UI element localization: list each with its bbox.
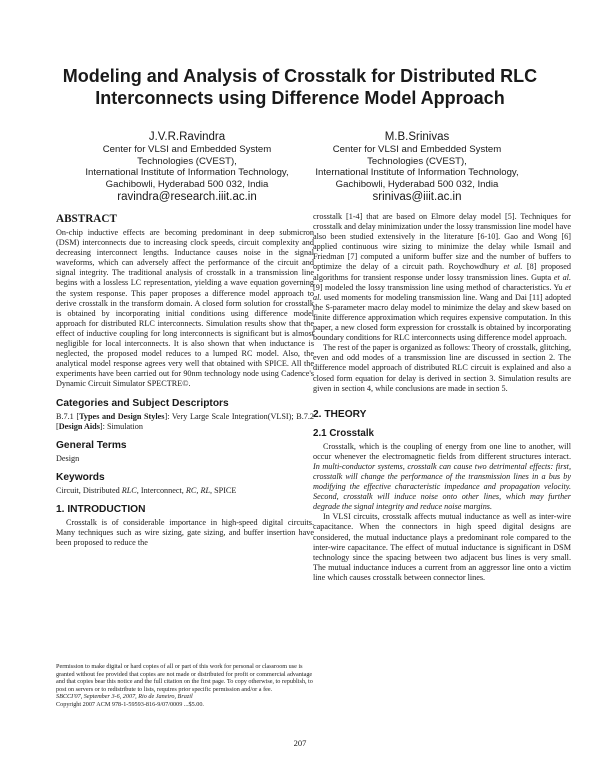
copyright-line: Copyright 2007 ACM 978-1-59593-816-9/07/0009 ...$5.00. <box>56 700 204 708</box>
crosstalk-paragraph-2: In VLSI circuits, crosstalk affects mutual inductance as well as inter-wire capacitance. When the connectors in high speed digital designs are considered, the mutual inductance plays a predominant role compared to the inter-wire capacitance. The effect of mutual inductance is significant in DSM technology since the spacing between two adjacent bus lines is very small. The mutual inductance induces a current from an aggressor line onto a victim line which causes crosstalk between connector lines. <box>313 512 571 582</box>
abstract-heading: ABSTRACT <box>56 213 117 225</box>
introduction-text: Crosstalk is of considerable importance in high-speed digital circuits. Many techniques such as wire sizing, gate sizing, and buffer insertion have been proposed to reduce the <box>56 517 314 548</box>
theory-heading: 2. THEORY <box>313 408 367 420</box>
author-affiliation: Gachibowli, Hyderabad 500 032, India <box>105 178 269 190</box>
author-name: M.B.Srinivas <box>384 131 450 143</box>
author-affiliation: Technologies (CVEST), <box>367 155 467 167</box>
author-affiliation: Center for VLSI and Embedded System <box>102 144 272 155</box>
abstract-text: On-chip inductive effects are becoming predominant in deep submicron (DSM) interconnects due to increasing clock speeds, circuit complexity and decreasing interconnect lengths. Inductance causes noise in the signal waveforms, which can adversely affect the performance of the circuit and signal integrity. The traditional analysis of crosstalk in a transmission line begins with a lossless LC representation, yielding a wave equation governing the system response. This paper proposes a difference model approach to derive crosstalk in the transform domain. A closed form solution for crosstalk is obtained by incorporating initial conditions using difference model approach for distributed RLC interconnects. Simulation results show that the effect of inductive coupling for long interconnects is significant but is almost negligible for local interconnects. It is also shown that when inductance is neglected, the proposed model reduces to a lumped RC model. Also, the analytical model response agrees very well that obtained with SPICE. All the experiments have been carried out for 90nm technology node using Cadence's Dynamic Circuit Simulator SPECTRE©. <box>56 228 314 389</box>
categories-heading: Categories and Subject Descriptors <box>56 397 229 409</box>
author-affiliation: International Institute of Information Technology, <box>85 167 289 178</box>
organization-paragraph: The rest of the paper is organized as follows: Theory of crosstalk, glitching, even and odd modes of a transmission line are discussed in section 2. The difference model approach of distributed RLC circuit is explained and also a closed form equation for delay is derived in section 3. Simulation results are given in section 4, while conclusions are made in section 5. <box>313 343 571 393</box>
permission-notice <box>56 663 314 709</box>
keywords-text: Circuit, Distributed RLC, Interconnect, RC, RL, SPICE <box>56 485 237 495</box>
author-affiliation: Center for VLSI and Embedded System <box>332 144 502 155</box>
author-affiliation: Gachibowli, Hyderabad 500 032, India <box>335 178 499 190</box>
author-affiliation: Technologies (CVEST), <box>137 155 237 167</box>
title-line-2: Interconnects using Difference Model Approach <box>95 88 505 108</box>
general-terms-heading: General Terms <box>56 439 127 451</box>
general-terms-text: Design <box>56 453 80 463</box>
crosstalk-paragraph-1: Crosstalk, which is the coupling of energy from one line to another, will occur whenever the electromagnetic fields from different structures interact. In multi-conductor systems, crosstalk can cause two detrimental effects: first, crosstalk will change the performance of the transmission lines in a bus by modifying the effective characteristic impedance and propagation velocity. Second, crosstalk will induce noise onto other lines, which may further degrade the signal integrity and reduce noise margins. <box>313 441 571 512</box>
author-block-1 <box>57 130 317 204</box>
right-column <box>313 212 571 583</box>
author-email: srinivas@iiit.ac.in <box>372 191 462 203</box>
permission-text: Permission to make digital or hard copies of all or part of this work for personal or classroom use is granted without fee provided that copies are not made or distributed for profit or commercial advantage and that copies bear this notice and the full citation on the first page. To copy otherwise, to republish, to post on servers or to redistribute to lists, requires prior specific permission and/or a fee. <box>56 663 313 693</box>
paper-title <box>20 65 580 109</box>
page-number: 207 <box>293 738 307 748</box>
author-block-2 <box>287 130 547 204</box>
introduction-heading: 1. INTRODUCTION <box>56 503 146 515</box>
title-line-1: Modeling and Analysis of Crosstalk for Distributed RLC <box>62 66 538 86</box>
left-column <box>56 212 314 548</box>
intro-continued-paragraph: crosstalk [1-4] that are based on Elmore delay model [5]. Techniques for crosstalk and delay minimization under the lossy transmission line model have also been studied extensively in the literature [6-10]. Gao and Wong [6] applied continuous wire sizing to minimize the delay while Ismail and Friedman [7] computed a uniform buffer size and the number of buffers to optimize the delay of a circuit path. Roychowdhury et al. [8] proposed algorithms for transient response under lossy transmission lines. Gupta et al. [9] modeled the lossy transmission line using method of characteristics. Yu et al. used moments for modeling transmission line. Wang and Dai [11] adopted the S-parameter macro delay model to minimize the delay and skew based on finite difference approximation which requires expensive computation. In this paper, a new closed form expression for crosstalk is obtained by incorporating boundary conditions for RLC interconnects using difference model approach. <box>313 212 572 343</box>
keywords-heading: Keywords <box>56 471 105 483</box>
categories-text: B.7.1 [Types and Design Styles]: Very Large Scale Integration(VLSI); B.7.2 [Design Aids]: Simulation <box>56 411 314 431</box>
author-email: ravindra@research.iiit.ac.in <box>117 191 257 203</box>
venue-line: SBCCI'07, September 3-6, 2007, Rio de Janeiro, Brazil <box>56 693 193 701</box>
crosstalk-subheading: 2.1 Crosstalk <box>313 427 374 439</box>
author-affiliation: International Institute of Information Technology, <box>315 167 519 178</box>
author-name: J.V.R.Ravindra <box>148 131 226 143</box>
